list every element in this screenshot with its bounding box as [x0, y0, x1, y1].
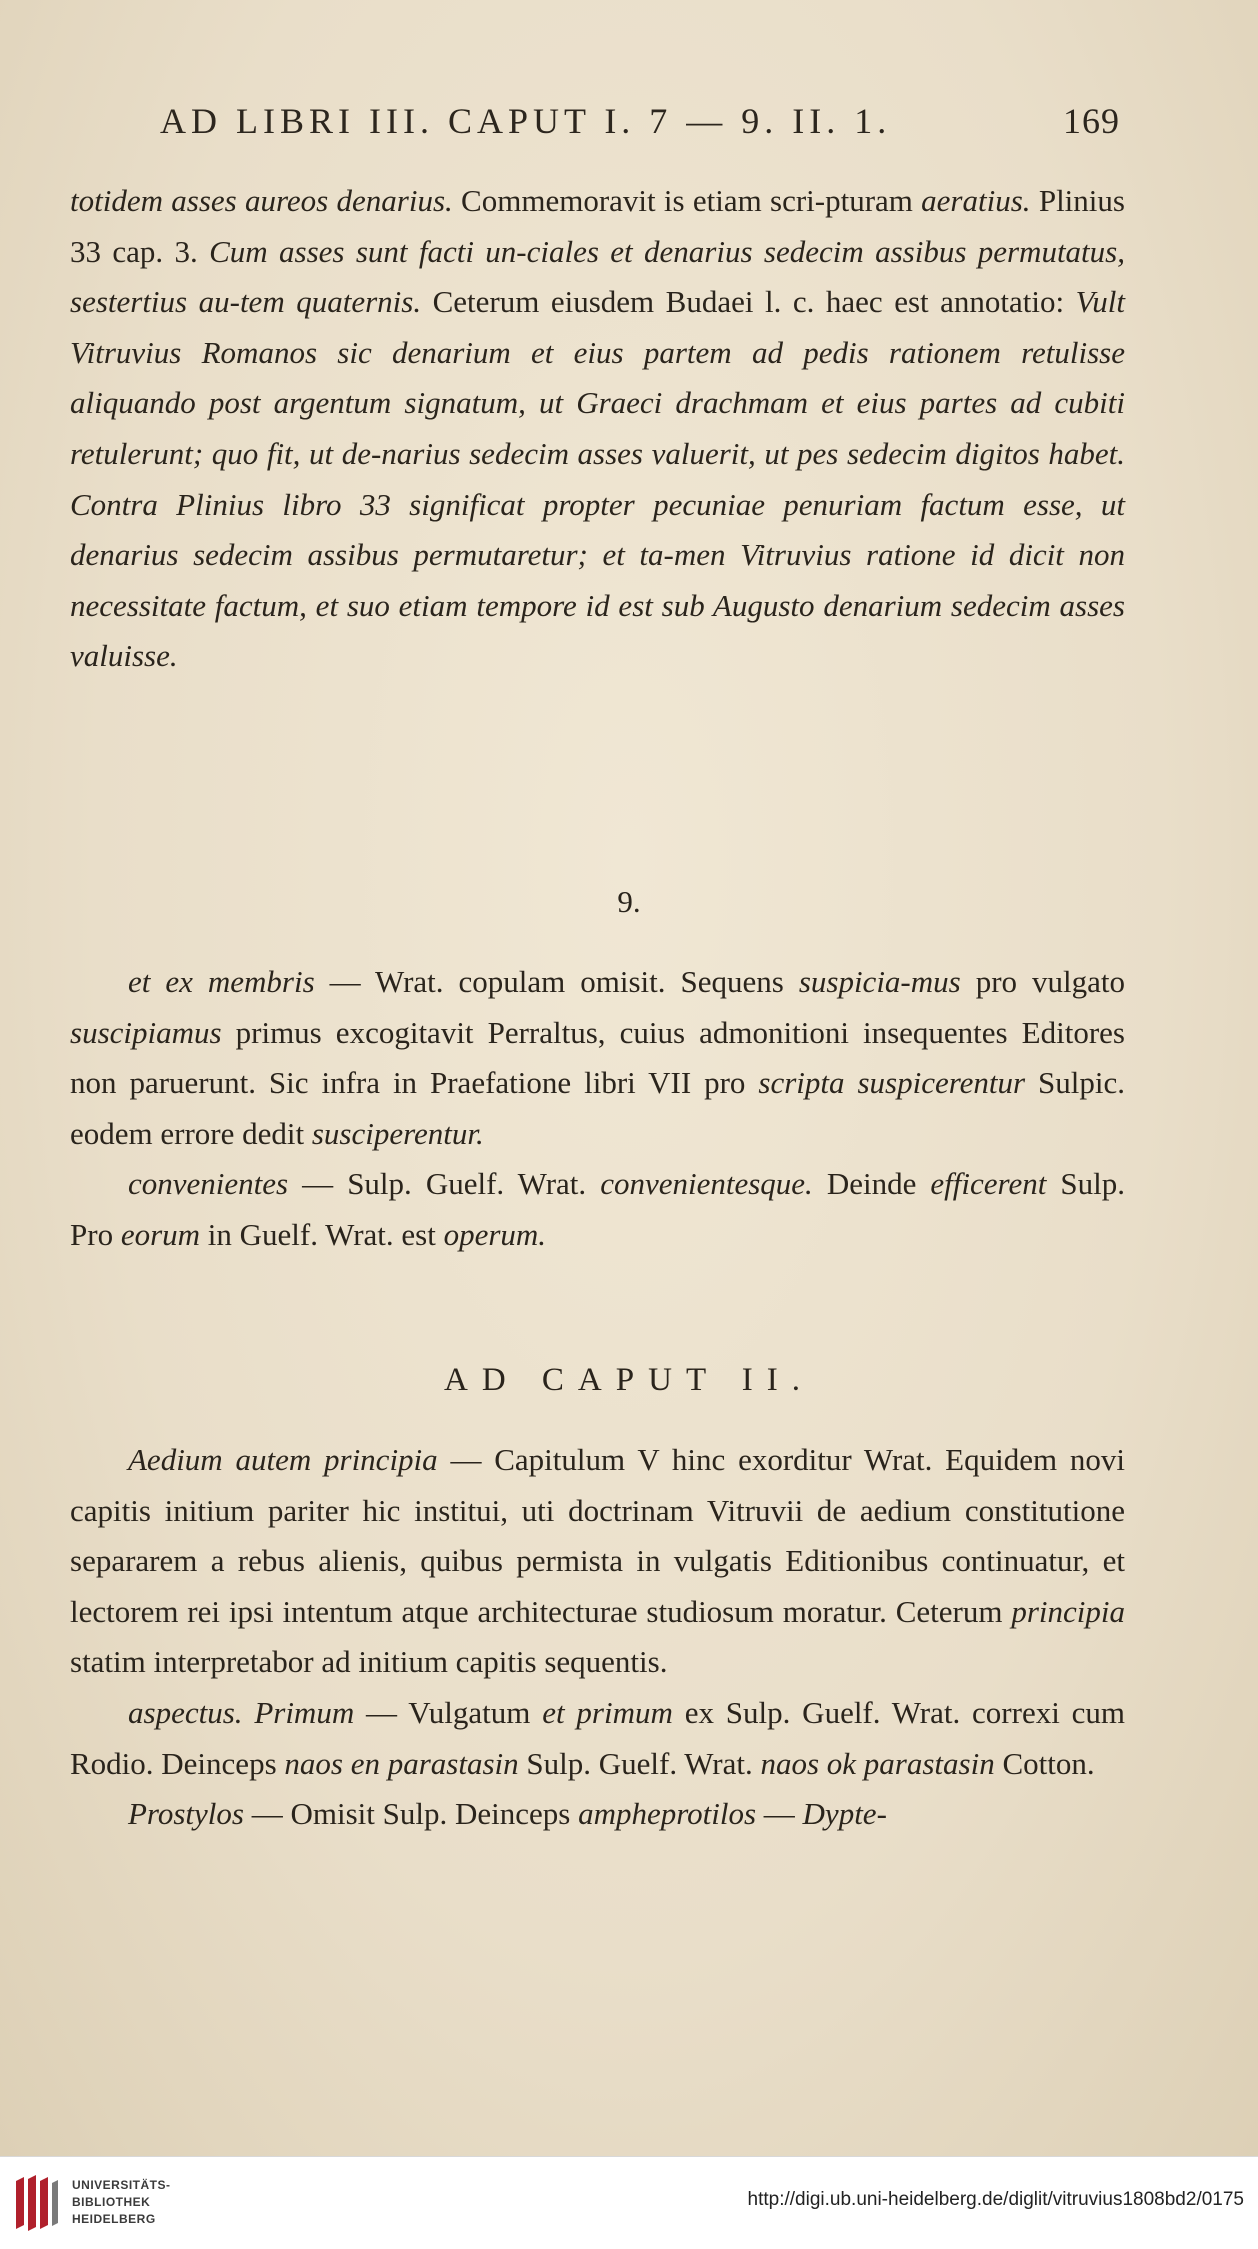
- permalink-url[interactable]: http://digi.ub.uni-heidelberg.de/diglit/vitruvius1808bd2/0175: [747, 2189, 1244, 2210]
- italic-run: Aedium autem principia: [128, 1442, 438, 1477]
- italic-run: Dypte-: [802, 1796, 887, 1832]
- section-heading: AD CAPUT II.: [444, 1362, 814, 1398]
- text-run: Sulpic. eodem errore dedit: [70, 1065, 1125, 1151]
- caput-ii-body: [70, 1435, 1125, 1840]
- italic-run: suscipiamus: [70, 1014, 222, 1050]
- italic-run: et ex membris: [128, 964, 315, 999]
- text-run: Plinius 33 cap. 3.: [70, 183, 1125, 269]
- paragraph: [70, 1435, 1125, 1688]
- paragraph: [70, 1789, 1125, 1840]
- text-run: — Capitulum V hinc exorditur Wrat. Equidem novi capitis initium pariter hic institui, uti doctrinam Vitruvii de aedium constitutione separarem a rebus alienis, quibus permista in vulgatis Editionibus continuatur, et lectorem rei ipsi intentum atque architecturae studiosum moratur. Ceterum: [70, 1442, 1125, 1629]
- italic-run: Vult Vitruvius Romanos sic denarium et eius partem ad pedis rationem retulisse aliquando post argentum signatum, ut Graeci drachmam et eius partes ad cubiti retulerunt; quo fit, ut de-narius sedecim asses valuerit, ut pes sedecim digitos habet. Contra Plinius libro 33 significat propter pecuniae penuriam factum esse, ut denarius sedecim assibus permutaretur; et ta-men Vitruvius ratione id dicit non necessitate factum, et suo etiam tempore id est sub Augusto denarium sedecim asses valuisse.: [70, 284, 1125, 674]
- italic-run: convenientesque.: [600, 1166, 813, 1202]
- text-run: —: [756, 1796, 803, 1832]
- text-run: Cotton.: [994, 1745, 1095, 1781]
- running-title: AD LIBRI III. CAPUT I. 7 — 9. II. 1.: [160, 101, 892, 141]
- text-run: Sulp. Pro: [70, 1166, 1125, 1252]
- text-run: pro vulgato: [960, 964, 1125, 999]
- text-run: Sulp. Guelf. Wrat.: [518, 1745, 761, 1781]
- italic-run: aeratius.: [921, 183, 1031, 218]
- text-run: — Omisit Sulp. Deinceps: [243, 1796, 579, 1832]
- text-run: statim interpretabor ad initium capitis sequentis.: [70, 1644, 668, 1680]
- viewer-footer: [0, 2156, 1258, 2249]
- text-run: Deinde: [812, 1166, 931, 1202]
- running-header: [160, 100, 1120, 160]
- italic-run: aspectus. Primum: [128, 1694, 355, 1730]
- italic-run: eorum: [120, 1216, 201, 1252]
- library-name: UNIVERSITÄTS- BIBLIOTHEK HEIDELBERG: [72, 2178, 171, 2226]
- paragraph: [70, 1159, 1125, 1260]
- italic-run: naos ok parastasin: [760, 1745, 995, 1781]
- italic-run: convenientes: [128, 1166, 289, 1202]
- text-run: — Sulp. Guelf. Wrat.: [288, 1166, 601, 1202]
- paragraph: [70, 1688, 1125, 1789]
- italic-run: susciperentur.: [311, 1115, 484, 1151]
- italic-run: Cum asses sunt facti un-ciales et denarius sedecim assibus permutatus, sestertius au-tem quaternis.: [70, 233, 1125, 320]
- text-run: Ceterum eiusdem Budaei l. c. haec est annotatio:: [421, 284, 1076, 320]
- text-run: — Wrat. copulam omisit. Sequens: [314, 964, 799, 999]
- italic-run: Prostylos: [128, 1796, 244, 1832]
- italic-run: scripta suspicerentur: [758, 1065, 1026, 1101]
- text-run: in Guelf. Wrat. est: [200, 1216, 444, 1252]
- section-number: 9.: [617, 884, 641, 919]
- top-paragraph: [70, 176, 1125, 682]
- paragraph: [70, 957, 1125, 1159]
- text-run: ex Sulp. Guelf. Wrat. correxi cum Rodio. Deinceps: [70, 1694, 1125, 1781]
- text-run: primus excogitavit Perraltus, cuius admonitioni insequentes Editores non paruerunt. Sic infra in Praefatione libri VII pro: [70, 1014, 1125, 1101]
- italic-run: totidem asses aureos denarius.: [70, 183, 453, 218]
- text-run: — Vulgatum: [354, 1694, 543, 1730]
- section-9-body: [70, 957, 1125, 1261]
- italic-run: et primum: [542, 1694, 673, 1730]
- library-logo-icon: [10, 2173, 64, 2233]
- italic-run: naos en parastasin: [284, 1745, 519, 1781]
- italic-run: suspicia-mus: [798, 964, 961, 999]
- italic-run: principia: [1011, 1593, 1125, 1629]
- text-run: Commemoravit is etiam scri-pturam: [452, 183, 922, 218]
- italic-run: operum.: [443, 1216, 547, 1252]
- page-number: 169: [1063, 101, 1120, 141]
- italic-run: efficerent: [930, 1166, 1047, 1202]
- italic-run: ampheprotilos: [578, 1796, 757, 1832]
- paragraph: [70, 176, 1125, 682]
